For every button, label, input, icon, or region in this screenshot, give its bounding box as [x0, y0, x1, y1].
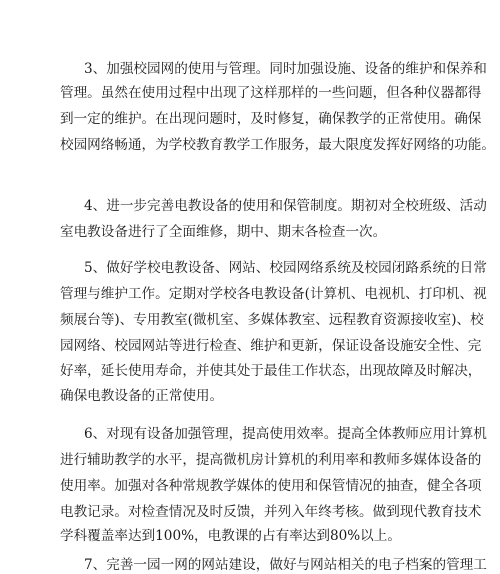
paragraph-7-line-1: 7、完善一园一网的网站建设，做好与网站相关的电子档案的管理工 [84, 557, 487, 573]
paragraph-5-line-3: 频展台等)、专用教室(微机室、多媒体教室、远程教育资源接收室)、校 [60, 312, 484, 328]
paragraph-6-line-4: 电教记录。对检查情况及时反馈，并列入年终考核。做到现代教育技术 [60, 504, 482, 520]
paragraph-5-line-2: 管理与维护工作。定期对学校各电教设备(计算机、电视机、打印机、视 [60, 286, 487, 302]
paragraph-6-line-5: 学科覆盖率达到100%，电教课的占有率达到80%以上。 [60, 528, 401, 544]
paragraph-5-line-4: 园网络、校园网站等进行检查、维护和更新，保证设备设施安全性、完 [60, 338, 482, 354]
paragraph-4-line-2: 室电教设备进行了全面维修，期中、期末各检查一次。 [60, 224, 387, 240]
paragraph-3-line-4: 校园网络畅通，为学校教育教学工作服务，最大限度发挥好网络的功能。 [60, 137, 495, 153]
paragraph-3-line-1: 3、加强校园网的使用与管理。同时加强设施、设备的维护和保养和 [84, 61, 487, 77]
paragraph-5-line-5: 好率，延长使用寿命，并使其处于最佳工作状态，出现故障及时解决， [60, 363, 482, 379]
paragraph-3-line-3: 到一定的维护。在出现问题时，及时修复，确保教学的正常使用。确保 [60, 111, 482, 127]
paragraph-5-line-1: 5、做好学校电教设备、网站、校园网络系统及校园闭路系统的日常 [84, 260, 487, 276]
paragraph-6-line-3: 使用率。加强对各种常规教学媒体的使用和保管情况的抽查，健全各项 [60, 478, 482, 494]
paragraph-5-line-6: 确保电教设备的正常使用。 [60, 388, 224, 404]
paragraph-6-line-1: 6、对现有设备加强管理，提高使用效率。提高全体教师应用计算机 [84, 426, 487, 442]
paragraph-4-line-1: 4、进一步完善电教设备的使用和保管制度。期初对全校班级、活动 [84, 198, 487, 214]
paragraph-6-line-2: 进行辅助教学的水平，提高微机房计算机的利用率和教师多媒体设备的 [60, 452, 482, 468]
paragraph-3-line-2: 管理。虽然在使用过程中出现了这样那样的一些问题，但各种仪器都得 [60, 85, 482, 101]
